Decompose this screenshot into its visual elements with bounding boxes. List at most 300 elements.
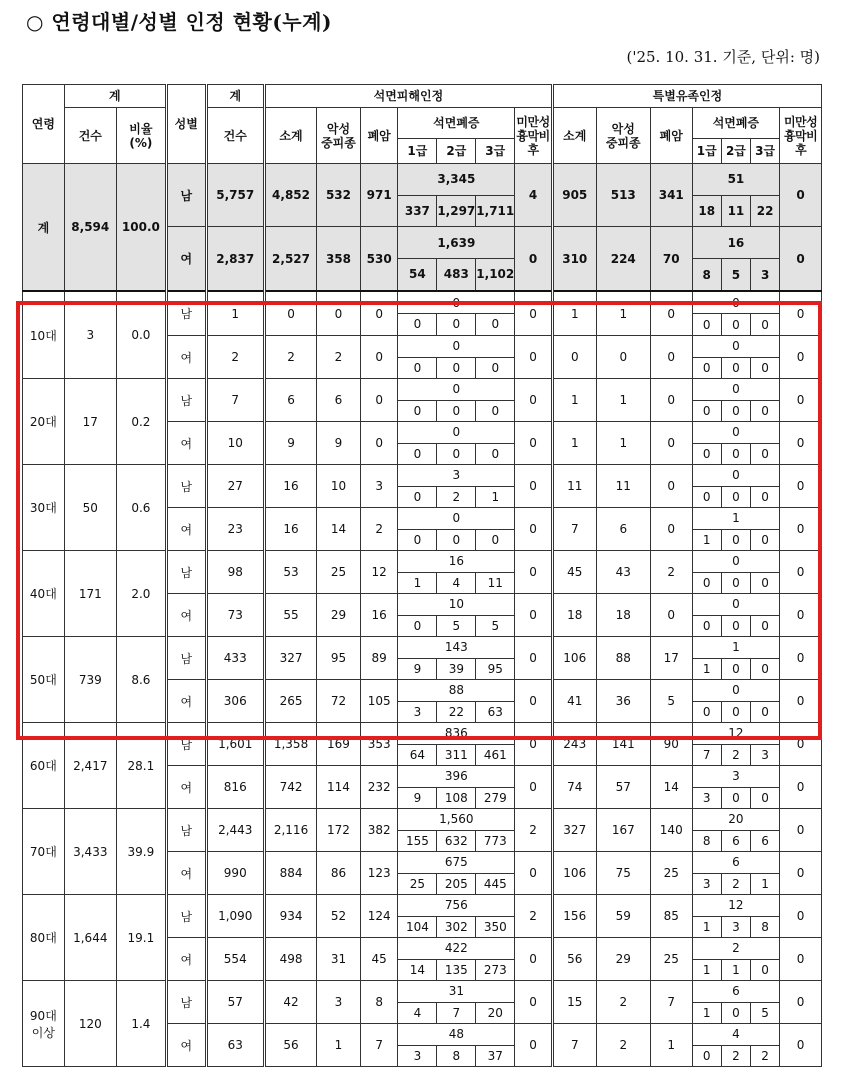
b-grade1-cell: 1 — [702, 919, 711, 934]
a-asbestosis-total: 756 — [398, 895, 514, 917]
b-grade1-cell: 18 — [698, 203, 716, 218]
b-grade1-cell: 0 — [702, 360, 711, 375]
b-grade1-cell: 0 — [702, 575, 711, 590]
a-meso-cell: 72 — [317, 680, 361, 723]
b-grade2-cell: 0 — [721, 788, 750, 809]
a-meso-cell: 0 — [317, 291, 361, 336]
b-asbestosis-cell — [692, 227, 780, 292]
b-asbestosis-total: 0 — [693, 422, 780, 444]
gender-cell: 여 — [166, 594, 206, 637]
b-grade3-cell: 0 — [750, 530, 779, 551]
a-lung-cell: 124 — [360, 895, 398, 938]
b-grade1-cell: 1 — [702, 1005, 711, 1020]
b-grade2-cell: 0 — [721, 702, 750, 723]
a-grade1-cell: 4 — [413, 1005, 422, 1020]
b-asbestosis-total: 12 — [693, 723, 780, 745]
b-grade2-cell: 11 — [721, 196, 750, 227]
a-diffuse-cell: 0 — [515, 766, 553, 809]
b-diffuse-cell: 0 — [780, 1024, 822, 1067]
gender-cell: 여 — [166, 336, 206, 379]
b-meso-cell: 2 — [596, 1024, 650, 1067]
b-grade1-cell: 0 — [702, 618, 711, 633]
table-row — [23, 809, 822, 852]
b-lung-cell: 140 — [650, 809, 692, 852]
a-asbestosis-cell — [398, 164, 515, 227]
b-diffuse-cell: 0 — [780, 336, 822, 379]
a-subtotal-cell: 16 — [264, 508, 316, 551]
b-meso-cell: 141 — [596, 723, 650, 766]
b-diffuse-cell: 0 — [780, 981, 822, 1024]
a-lung-cell: 12 — [360, 551, 398, 594]
b-asbestosis-cell — [692, 594, 780, 637]
a-grade1-cell: 3 — [413, 704, 422, 719]
gender-count-cell: 57 — [206, 981, 264, 1024]
header-total: 계 — [64, 85, 166, 108]
a-meso-cell: 3 — [317, 981, 361, 1024]
a-grade3-cell: 1,711 — [475, 196, 514, 227]
a-grade2-cell: 0 — [436, 401, 475, 422]
b-diffuse-cell: 0 — [780, 680, 822, 723]
table-row — [23, 465, 822, 508]
b-grade3-cell: 0 — [750, 659, 779, 680]
a-asbestosis-cell — [398, 336, 515, 379]
b-lung-cell: 1 — [650, 1024, 692, 1067]
b-grade3-cell: 0 — [750, 401, 779, 422]
gender-count-cell: 2 — [206, 336, 264, 379]
b-grade3-cell: 22 — [750, 196, 779, 227]
header-a-diffuse: 미만성 흉막비후 — [515, 108, 553, 164]
header-special-bereaved: 특별유족인정 — [552, 85, 821, 108]
b-grade3-cell: 0 — [750, 444, 779, 465]
gender-count-cell: 2,837 — [206, 227, 264, 292]
a-grade3-cell: 5 — [475, 616, 514, 637]
a-subtotal-cell: 265 — [264, 680, 316, 723]
b-asbestosis-cell — [692, 680, 780, 723]
count-cell: 3,433 — [64, 809, 116, 895]
a-diffuse-cell: 0 — [515, 637, 553, 680]
b-asbestosis-cell — [692, 852, 780, 895]
a-asbestosis-total: 0 — [398, 292, 514, 314]
b-meso-cell: 29 — [596, 938, 650, 981]
gender-cell: 여 — [166, 680, 206, 723]
b-diffuse-cell: 0 — [780, 852, 822, 895]
ratio-cell: 0.0 — [116, 291, 166, 379]
a-grade3-cell: 461 — [475, 745, 514, 766]
b-grade1-cell: 0 — [702, 403, 711, 418]
b-diffuse-cell: 0 — [780, 938, 822, 981]
b-grade3-cell: 0 — [750, 960, 779, 981]
b-grade1-cell: 0 — [702, 1048, 711, 1063]
b-meso-cell: 6 — [596, 508, 650, 551]
b-meso-cell: 0 — [596, 336, 650, 379]
age-cell: 90대 이상 — [23, 981, 65, 1067]
b-grade2-cell: 0 — [721, 1003, 750, 1024]
a-meso-cell: 10 — [317, 465, 361, 508]
table-body — [23, 164, 822, 1067]
b-grade2-cell: 2 — [721, 745, 750, 766]
a-grade3-cell: 273 — [475, 960, 514, 981]
b-lung-cell: 17 — [650, 637, 692, 680]
b-asbestosis-total: 0 — [693, 551, 780, 573]
a-diffuse-cell: 0 — [515, 852, 553, 895]
a-lung-cell: 382 — [360, 809, 398, 852]
gender-cell: 남 — [166, 164, 206, 227]
gender-count-cell: 433 — [206, 637, 264, 680]
a-diffuse-cell: 0 — [515, 508, 553, 551]
b-asbestosis-cell — [692, 336, 780, 379]
b-lung-cell: 0 — [650, 508, 692, 551]
gender-cell: 남 — [166, 723, 206, 766]
a-asbestosis-cell — [398, 594, 515, 637]
a-grade3-cell: 445 — [475, 874, 514, 895]
b-grade3-cell: 3 — [750, 259, 779, 290]
b-grade1-cell: 8 — [702, 833, 711, 848]
b-subtotal-cell: 7 — [552, 1024, 596, 1067]
b-grade2-cell: 2 — [721, 874, 750, 895]
a-grade3-cell: 279 — [475, 788, 514, 809]
b-asbestosis-total: 2 — [693, 938, 780, 960]
header-b-grades — [692, 139, 780, 164]
a-grade1-cell: 0 — [413, 360, 422, 375]
b-asbestosis-cell — [692, 981, 780, 1024]
a-grade2-cell: 39 — [436, 659, 475, 680]
a-diffuse-cell: 0 — [515, 551, 553, 594]
a-meso-cell: 31 — [317, 938, 361, 981]
a-grade2-cell: 22 — [436, 702, 475, 723]
b-asbestosis-cell — [692, 895, 780, 938]
count-cell: 739 — [64, 637, 116, 723]
a-asbestosis-cell — [398, 766, 515, 809]
a-asbestosis-cell — [398, 809, 515, 852]
a-lung-cell: 8 — [360, 981, 398, 1024]
b-grade2-cell: 3 — [721, 917, 750, 938]
count-cell: 2,417 — [64, 723, 116, 809]
header-count: 건수 — [64, 108, 116, 164]
ratio-cell: 2.0 — [116, 551, 166, 637]
a-diffuse-cell: 2 — [515, 809, 553, 852]
b-subtotal-cell: 15 — [552, 981, 596, 1024]
a-subtotal-cell: 42 — [264, 981, 316, 1024]
b-subtotal-cell: 18 — [552, 594, 596, 637]
a-meso-cell: 358 — [317, 227, 361, 292]
a-asbestosis-cell — [398, 981, 515, 1024]
header-b-lung: 폐암 — [650, 108, 692, 164]
b-grade1-cell: 1 — [702, 532, 711, 547]
b-grade1-cell: 3 — [702, 876, 711, 891]
header-b-asbestosis: 석면폐증 — [692, 108, 780, 139]
a-grade2-cell: 2 — [436, 487, 475, 508]
a-diffuse-cell: 0 — [515, 379, 553, 422]
b-grade3-cell: 0 — [750, 487, 779, 508]
header-asbestos-victim: 석면피해인정 — [264, 85, 552, 108]
b-grade3-cell: 5 — [750, 1003, 779, 1024]
a-asbestosis-cell — [398, 291, 515, 336]
a-subtotal-cell: 9 — [264, 422, 316, 465]
a-grade1-cell: 1 — [413, 575, 422, 590]
b-grade2-cell: 0 — [721, 659, 750, 680]
b-diffuse-cell: 0 — [780, 766, 822, 809]
a-meso-cell: 1 — [317, 1024, 361, 1067]
b-subtotal-cell: 106 — [552, 637, 596, 680]
b-lung-cell: 0 — [650, 465, 692, 508]
header-a-grade1: 1급 — [407, 144, 428, 158]
header-b-grade3: 3급 — [750, 139, 779, 163]
a-grade2-cell: 0 — [436, 358, 475, 379]
ratio-cell: 0.6 — [116, 465, 166, 551]
a-grade3-cell: 0 — [475, 358, 514, 379]
header-b-meso: 악성 중피종 — [596, 108, 650, 164]
a-lung-cell: 232 — [360, 766, 398, 809]
table-row — [23, 723, 822, 766]
ratio-cell: 28.1 — [116, 723, 166, 809]
header-a-grade2: 2급 — [436, 139, 475, 163]
gender-count-cell: 7 — [206, 379, 264, 422]
b-asbestosis-total: 6 — [693, 852, 780, 874]
b-subtotal-cell: 310 — [552, 227, 596, 292]
count-cell: 17 — [64, 379, 116, 465]
a-asbestosis-cell — [398, 508, 515, 551]
b-asbestosis-cell — [692, 766, 780, 809]
gender-cell: 남 — [166, 895, 206, 938]
b-grade3-cell: 0 — [750, 573, 779, 594]
b-meso-cell: 57 — [596, 766, 650, 809]
a-meso-cell: 14 — [317, 508, 361, 551]
b-grade1-cell: 8 — [702, 267, 711, 282]
a-asbestosis-total: 0 — [398, 422, 514, 444]
a-grade2-cell: 205 — [436, 874, 475, 895]
b-grade1-cell: 3 — [702, 790, 711, 805]
a-lung-cell: 105 — [360, 680, 398, 723]
a-grade1-cell: 3 — [413, 1048, 422, 1063]
count-cell: 120 — [64, 981, 116, 1067]
b-asbestosis-total: 16 — [693, 227, 780, 259]
a-asbestosis-total: 1,639 — [398, 227, 514, 259]
table-row — [23, 379, 822, 422]
b-grade2-cell: 0 — [721, 573, 750, 594]
header-age: 연령 — [23, 85, 65, 164]
a-lung-cell: 45 — [360, 938, 398, 981]
a-subtotal-cell: 498 — [264, 938, 316, 981]
b-grade3-cell: 2 — [750, 1046, 779, 1067]
b-meso-cell: 36 — [596, 680, 650, 723]
gender-count-cell: 98 — [206, 551, 264, 594]
b-lung-cell: 7 — [650, 981, 692, 1024]
age-cell: 20대 — [23, 379, 65, 465]
a-asbestosis-total: 48 — [398, 1024, 514, 1046]
b-lung-cell: 25 — [650, 938, 692, 981]
a-lung-cell: 0 — [360, 379, 398, 422]
a-asbestosis-cell — [398, 852, 515, 895]
a-grade3-cell: 95 — [475, 659, 514, 680]
a-lung-cell: 89 — [360, 637, 398, 680]
a-subtotal-cell: 16 — [264, 465, 316, 508]
b-diffuse-cell: 0 — [780, 227, 822, 292]
a-asbestosis-cell — [398, 551, 515, 594]
b-diffuse-cell: 0 — [780, 594, 822, 637]
a-diffuse-cell: 0 — [515, 981, 553, 1024]
age-cell: 10대 — [23, 291, 65, 379]
b-grade1-cell: 0 — [702, 446, 711, 461]
a-grade1-cell: 155 — [405, 833, 429, 848]
b-asbestosis-total: 0 — [693, 379, 780, 401]
a-grade2-cell: 8 — [436, 1046, 475, 1067]
b-lung-cell: 90 — [650, 723, 692, 766]
a-subtotal-cell: 2,527 — [264, 227, 316, 292]
a-subtotal-cell: 56 — [264, 1024, 316, 1067]
b-grade3-cell: 8 — [750, 917, 779, 938]
b-subtotal-cell: 327 — [552, 809, 596, 852]
b-asbestosis-cell — [692, 164, 780, 227]
a-grade3-cell: 0 — [475, 530, 514, 551]
age-cell: 80대 — [23, 895, 65, 981]
a-asbestosis-total: 143 — [398, 637, 514, 659]
header-ratio: 비율 (%) — [116, 108, 166, 164]
a-asbestosis-cell — [398, 938, 515, 981]
a-diffuse-cell: 0 — [515, 1024, 553, 1067]
b-grade1-cell: 1 — [702, 661, 711, 676]
gender-count-cell: 816 — [206, 766, 264, 809]
b-subtotal-cell: 45 — [552, 551, 596, 594]
b-asbestosis-cell — [692, 508, 780, 551]
a-grade2-cell: 311 — [436, 745, 475, 766]
b-asbestosis-total: 3 — [693, 766, 780, 788]
b-grade3-cell: 0 — [750, 616, 779, 637]
b-asbestosis-total: 0 — [693, 465, 780, 487]
age-cell: 60대 — [23, 723, 65, 809]
a-asbestosis-cell — [398, 227, 515, 292]
a-subtotal-cell: 1,358 — [264, 723, 316, 766]
b-meso-cell: 88 — [596, 637, 650, 680]
b-subtotal-cell: 56 — [552, 938, 596, 981]
a-asbestosis-cell — [398, 723, 515, 766]
a-grade1-cell: 0 — [413, 618, 422, 633]
a-grade1-cell: 25 — [409, 876, 426, 891]
gender-cell: 남 — [166, 809, 206, 852]
a-grade2-cell: 1,297 — [436, 196, 475, 227]
gender-cell: 남 — [166, 465, 206, 508]
a-grade3-cell: 1,102 — [475, 259, 514, 290]
b-asbestosis-cell — [692, 379, 780, 422]
a-lung-cell: 0 — [360, 336, 398, 379]
gender-count-cell: 2,443 — [206, 809, 264, 852]
b-asbestosis-cell — [692, 291, 780, 336]
b-meso-cell: 1 — [596, 379, 650, 422]
table-row — [23, 291, 822, 336]
gender-count-cell: 23 — [206, 508, 264, 551]
b-diffuse-cell: 0 — [780, 508, 822, 551]
b-lung-cell: 5 — [650, 680, 692, 723]
b-lung-cell: 25 — [650, 852, 692, 895]
a-diffuse-cell: 0 — [515, 291, 553, 336]
b-meso-cell: 513 — [596, 164, 650, 227]
table-row — [23, 981, 822, 1024]
a-subtotal-cell: 742 — [264, 766, 316, 809]
a-meso-cell: 25 — [317, 551, 361, 594]
ratio-cell: 39.9 — [116, 809, 166, 895]
a-lung-cell: 123 — [360, 852, 398, 895]
a-meso-cell: 86 — [317, 852, 361, 895]
gender-cell: 여 — [166, 227, 206, 292]
b-lung-cell: 0 — [650, 291, 692, 336]
a-lung-cell: 2 — [360, 508, 398, 551]
b-lung-cell: 14 — [650, 766, 692, 809]
gender-count-cell: 27 — [206, 465, 264, 508]
count-cell: 8,594 — [64, 164, 116, 292]
a-asbestosis-cell — [398, 637, 515, 680]
a-asbestosis-total: 31 — [398, 981, 514, 1003]
a-asbestosis-cell — [398, 379, 515, 422]
a-subtotal-cell: 2 — [264, 336, 316, 379]
table-note: ('25. 10. 31. 기준, 단위: 명) — [626, 48, 820, 66]
b-diffuse-cell: 0 — [780, 379, 822, 422]
a-asbestosis-total: 3,345 — [398, 164, 514, 196]
a-grade1-cell: 0 — [413, 317, 422, 332]
a-grade2-cell: 0 — [436, 530, 475, 551]
header-b-diffuse: 미만성 흉막비후 — [780, 108, 822, 164]
b-subtotal-cell: 905 — [552, 164, 596, 227]
a-diffuse-cell: 0 — [515, 938, 553, 981]
b-lung-cell: 341 — [650, 164, 692, 227]
gender-count-cell: 63 — [206, 1024, 264, 1067]
b-asbestosis-total: 12 — [693, 895, 780, 917]
gender-cell: 여 — [166, 508, 206, 551]
a-diffuse-cell: 0 — [515, 465, 553, 508]
b-asbestosis-total: 51 — [693, 164, 780, 196]
a-grade2-cell: 7 — [436, 1003, 475, 1024]
b-asbestosis-total: 0 — [693, 594, 780, 616]
age-cell: 40대 — [23, 551, 65, 637]
a-grade3-cell: 773 — [475, 831, 514, 852]
b-grade2-cell: 0 — [721, 530, 750, 551]
b-grade2-cell: 0 — [721, 358, 750, 379]
a-grade1-cell: 14 — [409, 962, 426, 977]
b-subtotal-cell: 11 — [552, 465, 596, 508]
b-subtotal-cell: 0 — [552, 336, 596, 379]
b-asbestosis-cell — [692, 637, 780, 680]
a-asbestosis-cell — [398, 895, 515, 938]
a-subtotal-cell: 0 — [264, 291, 316, 336]
b-grade2-cell: 5 — [721, 259, 750, 290]
table-row — [23, 164, 822, 227]
count-cell: 1,644 — [64, 895, 116, 981]
a-grade3-cell: 20 — [475, 1003, 514, 1024]
ratio-cell: 19.1 — [116, 895, 166, 981]
b-diffuse-cell: 0 — [780, 291, 822, 336]
ratio-cell: 100.0 — [116, 164, 166, 292]
header-a-grade3: 3급 — [475, 139, 514, 163]
header-b-subtotal: 소계 — [552, 108, 596, 164]
header-a-grades — [398, 139, 515, 164]
b-grade1-cell: 0 — [702, 489, 711, 504]
a-diffuse-cell: 0 — [515, 680, 553, 723]
table-row — [23, 551, 822, 594]
a-diffuse-cell: 4 — [515, 164, 553, 227]
gender-cell: 여 — [166, 938, 206, 981]
header-b-grade2: 2급 — [721, 139, 750, 163]
b-subtotal-cell: 1 — [552, 379, 596, 422]
a-grade1-cell: 54 — [409, 267, 426, 282]
b-meso-cell: 75 — [596, 852, 650, 895]
a-meso-cell: 29 — [317, 594, 361, 637]
b-grade3-cell: 1 — [750, 874, 779, 895]
a-grade2-cell: 632 — [436, 831, 475, 852]
b-diffuse-cell: 0 — [780, 723, 822, 766]
b-subtotal-cell: 41 — [552, 680, 596, 723]
b-diffuse-cell: 0 — [780, 637, 822, 680]
a-subtotal-cell: 53 — [264, 551, 316, 594]
a-grade1-cell: 0 — [413, 446, 422, 461]
count-cell: 50 — [64, 465, 116, 551]
